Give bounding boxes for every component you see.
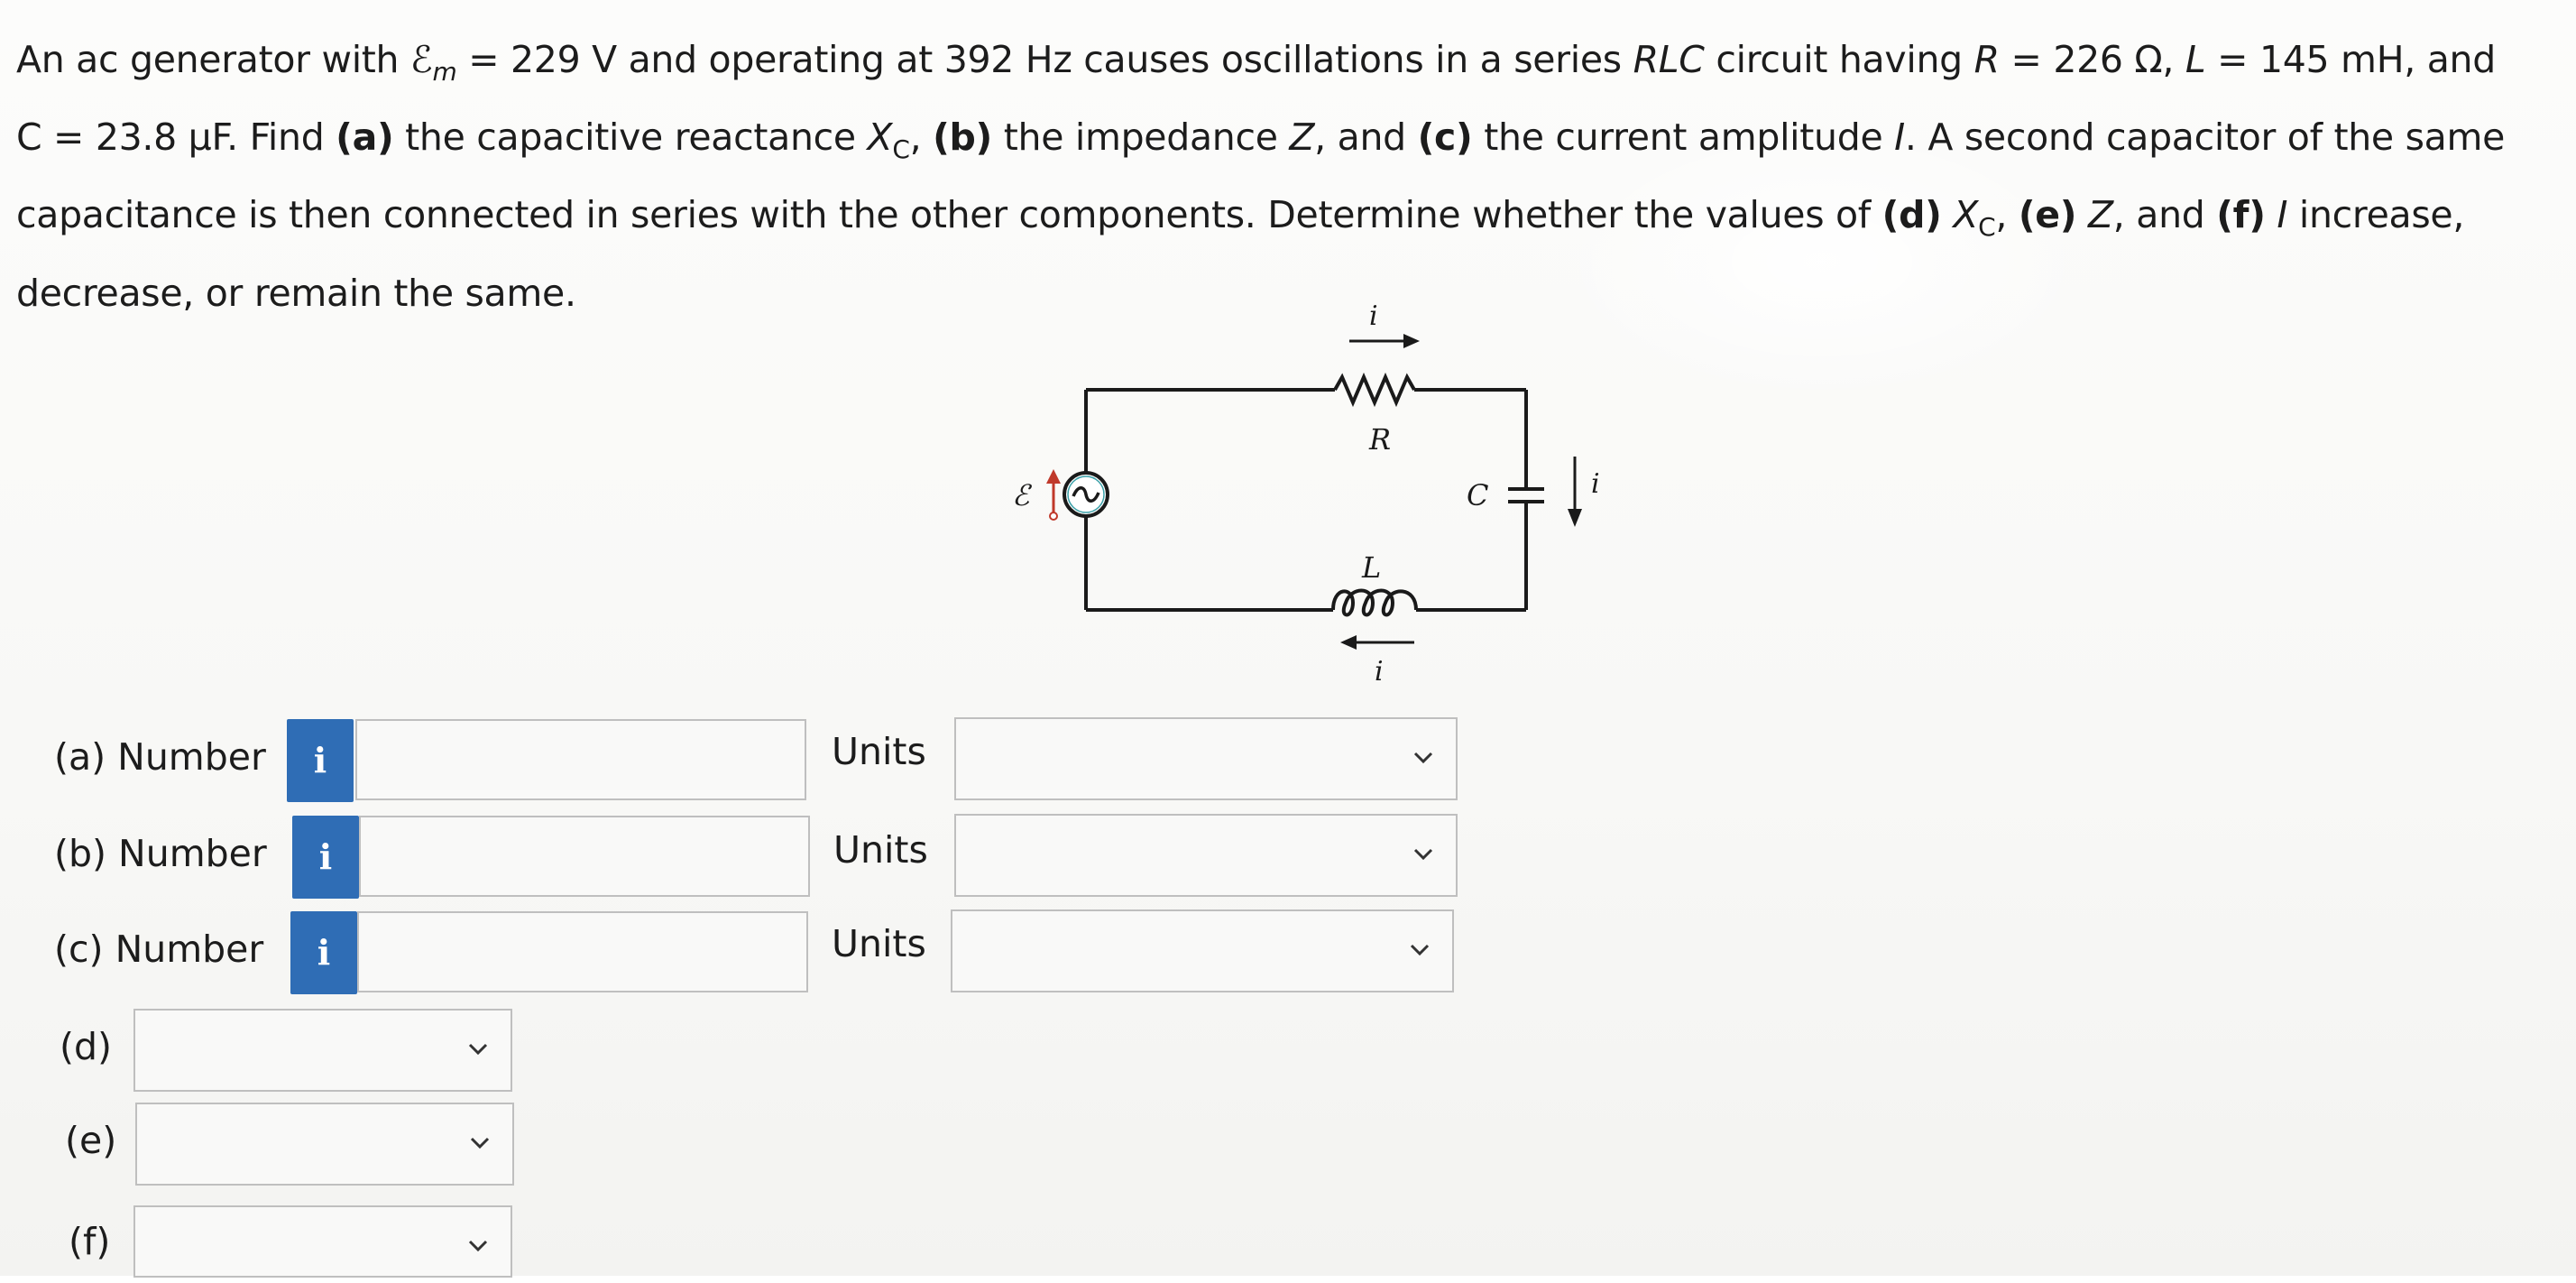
answer-a-label: (a) Number — [54, 735, 266, 779]
chevron-down-icon — [467, 1130, 492, 1155]
select-f[interactable] — [133, 1205, 512, 1278]
answer-row-e — [0, 1103, 541, 1189]
number-input-c[interactable] — [357, 911, 808, 992]
question-text: An ac generator with ℰ$_m$ = 229 V and operating at 392 Hz causes oscillations in a series RLC circuit having R = 226 Ω, L = 145 mH, and C = 23.8 μF. Find (a) the capacitive reactance $X_C$, (b) the impedance Z, and (c) the current amplitude I. A second capacitor of the same capacitance is then connected in series with the other components. Determine whether the values of (d) $X_C$, (e) Z, and (f) I increase, decrease, or remain the same. — [16, 38, 2506, 315]
chevron-down-icon — [465, 1232, 491, 1258]
answer-d-label: (d) — [60, 1025, 113, 1068]
inductor-label: L — [1362, 550, 1382, 585]
current-label-bottom: i — [1375, 656, 1384, 688]
chevron-down-icon — [1407, 937, 1432, 962]
current-label-top: i — [1369, 300, 1378, 332]
chevron-down-icon — [1411, 744, 1436, 770]
emf-symbol: ℰ — [409, 38, 433, 81]
info-button-c[interactable] — [290, 911, 357, 994]
answer-f-label: (f) — [69, 1220, 111, 1263]
answer-row-a — [0, 717, 1479, 804]
inductor-symbol — [1333, 591, 1416, 615]
chevron-down-icon — [1411, 841, 1436, 866]
number-input-a[interactable] — [355, 719, 806, 800]
info-icon: i — [313, 740, 327, 780]
answer-row-d — [0, 1009, 541, 1095]
resistor-symbol — [1335, 377, 1414, 402]
info-button-b[interactable] — [292, 816, 359, 899]
answer-b-label: (b) Number — [54, 832, 267, 875]
answer-e-label: (e) — [65, 1119, 117, 1162]
current-label-right: i — [1591, 468, 1600, 500]
answer-row-c — [0, 909, 1479, 996]
rlc-circuit-diagram — [992, 289, 1624, 704]
select-e[interactable] — [135, 1103, 514, 1186]
ac-source-symbol — [1064, 473, 1108, 516]
units-select-c[interactable] — [951, 909, 1454, 992]
select-d[interactable] — [133, 1009, 512, 1092]
units-label-b: Units — [833, 828, 928, 872]
capacitor-label: C — [1467, 478, 1489, 512]
units-label-c: Units — [832, 922, 926, 965]
units-label-a: Units — [832, 730, 926, 773]
info-icon: i — [318, 836, 333, 877]
answer-c-label: (c) Number — [54, 928, 264, 971]
units-select-a[interactable] — [954, 717, 1458, 800]
resistor-label: R — [1369, 422, 1392, 457]
number-input-b[interactable] — [359, 816, 810, 897]
info-button-a[interactable] — [287, 719, 354, 802]
answer-row-f — [0, 1196, 541, 1283]
info-icon: i — [317, 932, 331, 973]
answer-row-b — [0, 814, 1479, 900]
chevron-down-icon — [465, 1036, 491, 1061]
units-select-b[interactable] — [954, 814, 1458, 897]
emf-label: ℰ — [1012, 478, 1030, 512]
